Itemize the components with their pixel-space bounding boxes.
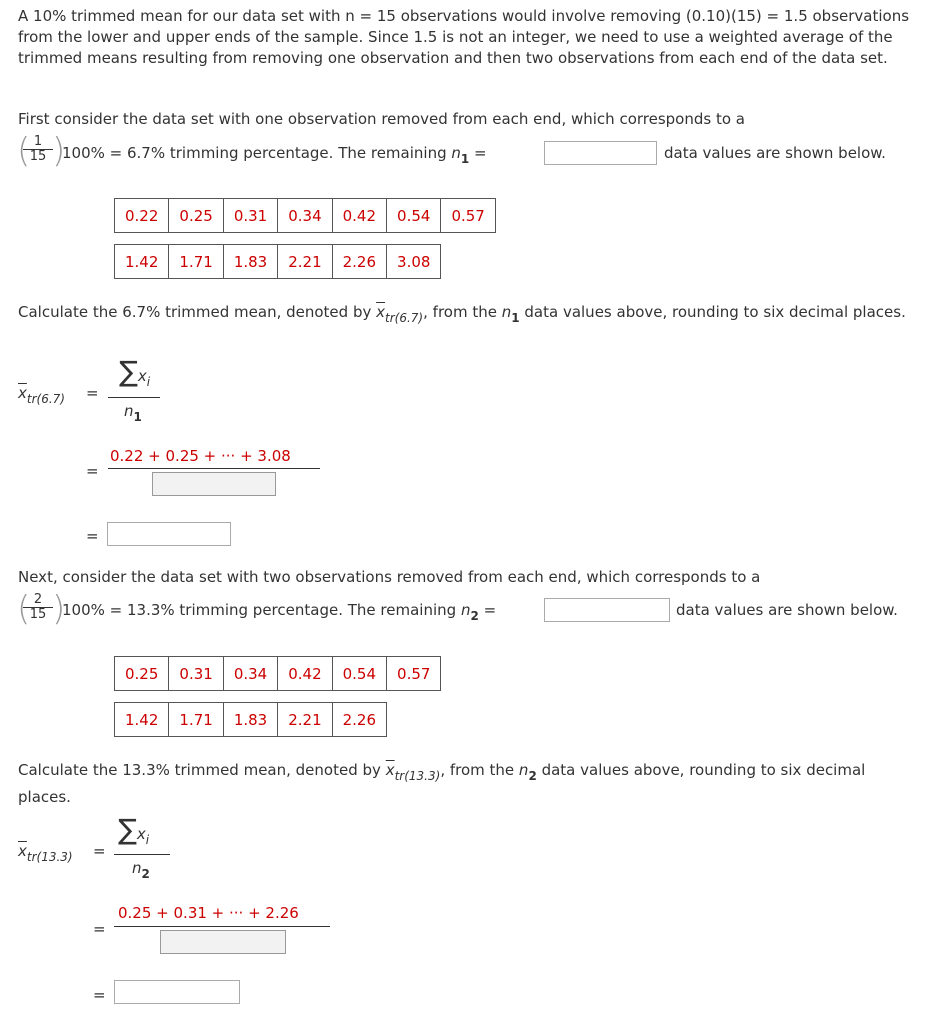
x-symbol: x: [136, 825, 146, 843]
data-cell: 0.22: [115, 199, 169, 233]
section1-data-row2: [114, 244, 441, 279]
n2-input[interactable]: [544, 598, 670, 622]
equals-sign: =: [93, 842, 106, 860]
xbar-symbol: $\overline{x}$: [376, 303, 386, 321]
frac-numerator: 2: [23, 593, 53, 608]
sum-denominator: [124, 401, 142, 427]
data-cell: 2.26: [332, 245, 386, 279]
xbar-subscript: tr(13.3): [26, 850, 73, 864]
section1-data-row1: [114, 198, 496, 233]
n-subscript: 2: [470, 609, 479, 623]
right-paren-1: ): [52, 131, 66, 171]
section2-data-row2: [114, 702, 387, 737]
data-cell: 0.42: [278, 657, 332, 691]
denominator-input-2[interactable]: [160, 930, 286, 954]
n-subscript: 1: [460, 152, 470, 166]
section2-after-input: data values are shown below.: [676, 601, 898, 619]
n-label: n: [518, 761, 529, 779]
pct-text: 100% = 13.3% trimming percentage. The remaining: [62, 601, 457, 619]
fraction-2-15: [23, 593, 53, 622]
data-cell: 0.25: [115, 657, 169, 691]
xbar-subscript: tr(6.7): [26, 392, 65, 406]
data-cell: 0.31: [223, 199, 277, 233]
sum-numerator: [119, 355, 151, 392]
n-label: n: [460, 601, 471, 619]
trimmed-mean-input-1[interactable]: [107, 522, 231, 546]
section2-lead: Next, consider the data set with two observations removed from each end, which corresponds to a: [18, 568, 761, 586]
n-label: n: [451, 144, 461, 162]
n1-input[interactable]: [544, 141, 657, 165]
sum-denominator: [132, 858, 150, 884]
n-subscript: 2: [528, 769, 537, 783]
calc-text-b: , from the: [423, 303, 497, 321]
data-cell: 0.54: [332, 657, 386, 691]
data-cell: 0.57: [441, 199, 495, 233]
section2-trim-line: [62, 600, 496, 626]
data-cell: 0.25: [169, 199, 223, 233]
xbar-subscript: tr(13.3): [394, 769, 441, 783]
intro-paragraph: A 10% trimmed mean for our data set with n = 15 observations would involve removing (0.10)(15) = 1.5 observations from the lower and upper ends of the sample. Since 1.5 is not an integer, we need to use a weighted average of the trimmed means resulting from removing one observation and then two observations from each end of the data set.: [18, 7, 910, 67]
frac-numerator: 1: [23, 135, 53, 150]
calc-text-c: data values above, rounding to six decimal places.: [524, 303, 906, 321]
section2-data-row1: [114, 656, 441, 691]
n-label: n: [124, 402, 134, 420]
n-subscript: 1: [511, 311, 520, 325]
section1-lead: First consider the data set with one observation removed from each end, which corresponds to a: [18, 110, 745, 128]
equals-sign: =: [86, 527, 99, 545]
calc-text-a: Calculate the 6.7% trimmed mean, denoted by: [18, 303, 372, 321]
fraction-bar: [108, 468, 320, 469]
fraction-1-15: [23, 135, 53, 164]
frac-denominator: 15: [29, 607, 47, 622]
xbar-symbol: $\overline{x}$: [385, 761, 395, 779]
data-cell: 1.71: [169, 245, 223, 279]
x-symbol: x: [137, 367, 147, 385]
sigma-symbol: ∑: [118, 813, 137, 846]
pct-text: 100% = 6.7% trimming percentage. The remaining: [62, 144, 447, 162]
expanded-sum: 0.25 + 0.31 + ··· + 2.26: [118, 904, 299, 922]
frac-denominator: 15: [29, 149, 47, 164]
xbar-lhs-1: [18, 383, 65, 409]
data-cell: 1.71: [169, 703, 223, 737]
data-cell: 1.42: [115, 245, 169, 279]
data-cell: 0.31: [169, 657, 223, 691]
equals-sign: =: [474, 144, 487, 162]
data-cell: 1.83: [223, 703, 277, 737]
data-cell: 0.57: [387, 657, 441, 691]
fraction-bar: [108, 397, 160, 398]
section1-trim-line: [62, 143, 487, 169]
n-subscript: 2: [141, 867, 150, 881]
sum-numerator: [118, 813, 150, 850]
sigma-symbol: ∑: [119, 355, 138, 388]
section1-after-input: data values are shown below.: [664, 144, 886, 162]
data-cell: 1.42: [115, 703, 169, 737]
fraction-bar: [114, 854, 170, 855]
data-cell: 2.21: [278, 703, 332, 737]
xbar-subscript: tr(6.7): [385, 311, 424, 325]
xbar-symbol: $\overline{x}$: [18, 384, 27, 402]
data-cell: 2.21: [278, 245, 332, 279]
data-cell: 0.54: [387, 199, 441, 233]
calc-text-a: Calculate the 13.3% trimmed mean, denoted by: [18, 761, 381, 779]
xbar-lhs-2: [18, 841, 73, 867]
equals-sign: =: [483, 601, 497, 619]
section1-calc-instruction: [18, 302, 915, 329]
expanded-sum: 0.22 + 0.25 + ··· + 3.08: [110, 447, 291, 465]
i-subscript: i: [145, 833, 150, 847]
data-cell: 1.83: [223, 245, 277, 279]
equals-sign: =: [93, 920, 106, 938]
trimmed-mean-input-2[interactable]: [114, 980, 240, 1004]
data-cell: 3.08: [387, 245, 441, 279]
data-cell: 0.42: [332, 199, 386, 233]
calc-text-b: , from the: [440, 761, 515, 779]
fraction-bar: [114, 926, 330, 927]
section2-calc-instruction: [18, 760, 915, 808]
calc-text-c: data values above, rounding to six decimal places.: [18, 761, 866, 806]
right-paren-2: ): [52, 589, 66, 629]
n-label: n: [132, 859, 142, 877]
equals-sign: =: [86, 462, 99, 480]
n-label: n: [501, 303, 512, 321]
data-cell: 0.34: [223, 657, 277, 691]
xbar-symbol: $\overline{x}$: [18, 842, 27, 860]
n-subscript: 1: [133, 410, 142, 424]
denominator-input-1[interactable]: [152, 472, 276, 496]
data-cell: 2.26: [332, 703, 386, 737]
left-paren-2: (: [17, 589, 31, 629]
data-cell: 0.34: [278, 199, 332, 233]
left-paren-1: (: [17, 131, 31, 171]
equals-sign: =: [93, 986, 106, 1004]
equals-sign: =: [86, 384, 99, 402]
i-subscript: i: [146, 375, 151, 389]
